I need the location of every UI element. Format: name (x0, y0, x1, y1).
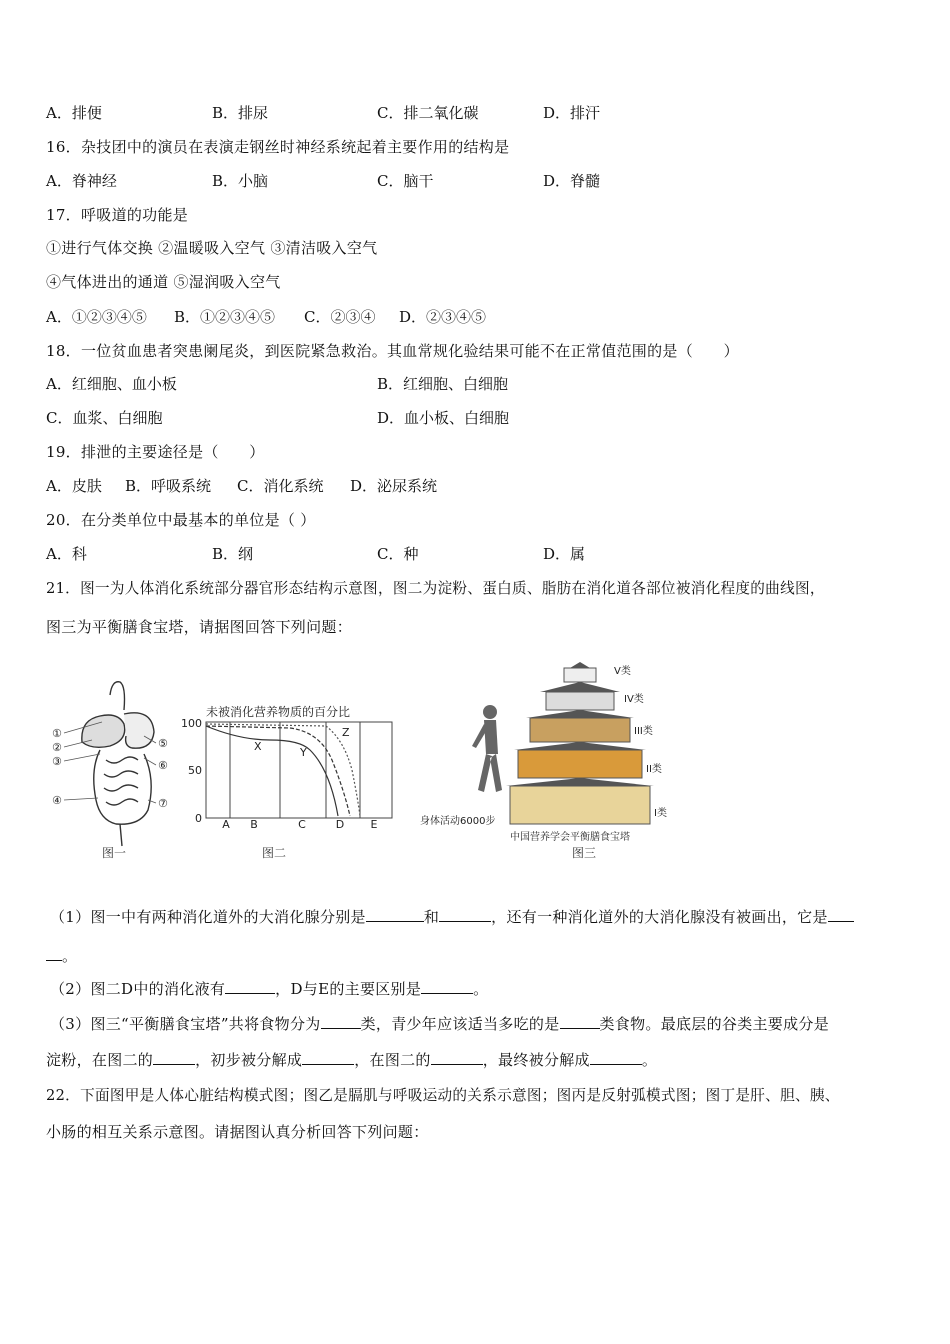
fig2-ytick-50: 50 (188, 764, 202, 777)
q20-option-c: C．种 (377, 545, 419, 563)
runner-legs (478, 754, 502, 792)
fig1-leader-6 (144, 758, 156, 765)
q21-p3-text-b: 类，青少年应该适当多吃的是 (360, 1015, 560, 1033)
q20-option-b: B．纲 (212, 545, 254, 563)
fig2-curve-label-x: X (254, 740, 262, 753)
fig2-xtick-c: C (298, 818, 306, 831)
q18-option-d: D．血小板、白细胞 (377, 409, 510, 427)
figure-3-runner (472, 705, 502, 792)
fig2-ytick-0: 0 (195, 812, 202, 825)
pyramid-level-2 (518, 750, 642, 778)
q21-p1-text-a: （1）图一中有两种消化道外的大消化腺分别是 (50, 908, 366, 926)
q21-p3-blank-3 (153, 1050, 195, 1065)
q21-p3-text-e: ，初步被分解成 (195, 1051, 303, 1069)
curve-y (206, 726, 350, 816)
q19-option-a: A．皮肤 (46, 477, 102, 495)
figure-1-digestive-system (82, 682, 154, 846)
fig3-level-i: I类 (654, 808, 667, 819)
q15-option-d: D．排汗 (543, 104, 601, 122)
q16-option-c: C．脑干 (377, 172, 434, 190)
q21-p1-blank-2 (439, 907, 491, 922)
q21-p3-text-h: 。 (641, 1051, 658, 1069)
fig1-label-2: ② (52, 741, 62, 754)
pyramid-level-5 (564, 668, 596, 682)
q21-figures (40, 650, 740, 870)
fig3-level-ii: II类 (646, 764, 662, 775)
pyramid-level-1 (510, 786, 650, 824)
q21-p3-text-c: 类食物。最底层的谷类主要成分是 (599, 1015, 830, 1033)
fig2-xtick-e: E (370, 818, 378, 831)
q21-part-2 (50, 978, 488, 999)
q21-p3-blank-4 (302, 1050, 354, 1065)
q21-p2-text-b: ，D与E的主要区别是 (275, 980, 422, 998)
fig3-activity: 身体活动6000步 (420, 816, 496, 827)
fig2-xticks (222, 818, 377, 831)
q21-p2-text-a: （2）图二D中的消化液有 (50, 980, 226, 998)
q17-statements-2: ④气体进出的通道 ⑤湿润吸入空气 (46, 273, 281, 291)
figure-3-pyramid (506, 662, 654, 824)
runner-body (484, 720, 498, 754)
pyramid-eave-4 (540, 682, 620, 692)
q15-option-b: B．排尿 (212, 104, 269, 122)
fig2-xtick-b: B (250, 818, 258, 831)
q19-option-c: C．消化系统 (237, 477, 324, 495)
q21-p1-blank-3-cont (46, 946, 62, 961)
q18-option-b: B．红细胞、白细胞 (377, 375, 509, 393)
fig1-label-3: ③ (52, 755, 62, 768)
q19-option-b: B．呼吸系统 (125, 477, 212, 495)
runner-head (483, 705, 497, 719)
esophagus-shape (110, 682, 125, 710)
q21-p3-blank-2 (560, 1014, 600, 1029)
q18-stem: 18．一位贫血患者突患阑尾炎，到医院紧急救治。其血常规化验结果可能不在正常值范围的是（ ） (46, 342, 739, 360)
fig1-leader-3 (64, 754, 100, 761)
q21-stem-1: 21．图一为人体消化系统部分器官形态结构示意图，图二为淀粉、蛋白质、脂肪在消化道各部位被消化程度的曲线图， (46, 580, 825, 597)
fig1-label-5: ⑤ (158, 737, 168, 750)
pyramid-eave-1 (506, 778, 654, 786)
fig1-label-6: ⑥ (158, 759, 168, 772)
q21-part-1 (50, 906, 854, 927)
q21-part-3-cont (46, 1049, 657, 1070)
fig2-curve-label-y: Y (300, 746, 307, 759)
q21-p2-blank-1 (225, 979, 275, 994)
q21-p3-blank-6 (590, 1050, 642, 1065)
fig2-xtick-a: A (222, 818, 230, 831)
q21-part-1-cont (46, 945, 77, 966)
fig3-level-iv: IV类 (624, 694, 644, 705)
fig2-yticks (181, 717, 202, 825)
q22-stem-1: 22．下面图甲是人体心脏结构模式图；图乙是膈肌与呼吸运动的关系示意图；图丙是反射弧模式图；图丁是肝、胆、胰、 (46, 1087, 840, 1104)
q16-option-a: A．脊神经 (46, 172, 117, 190)
q15-option-a: A．排便 (46, 104, 102, 122)
curve-z (206, 724, 360, 816)
q21-figures-svg (40, 650, 740, 870)
pyramid-roof (570, 662, 590, 668)
q17-option-a: A．①②③④⑤ (46, 308, 147, 326)
pyramid-level-4 (546, 692, 614, 710)
fig1-label-4: ④ (52, 794, 62, 807)
fig2-plot-area (206, 722, 392, 818)
q21-p3-text-g: ，最终被分解成 (482, 1051, 590, 1069)
fig2-frame (206, 722, 392, 818)
q22-stem-2: 小肠的相互关系示意图。请据图认真分析回答下列问题： (46, 1123, 429, 1141)
fig2-caption: 图二 (262, 846, 287, 860)
q18-option-a: A．红细胞、血小板 (46, 375, 177, 393)
q20-option-d: D．属 (543, 545, 586, 563)
q16-stem: 16．杂技团中的演员在表演走钢丝时神经系统起着主要作用的结构是 (46, 138, 510, 156)
pyramid-level-3 (530, 718, 630, 742)
q20-option-a: A．科 (46, 545, 87, 563)
q21-p3-blank-1 (321, 1014, 361, 1029)
fig2-xtick-d: D (335, 818, 345, 831)
q17-option-d: D．②③④⑤ (399, 308, 487, 326)
q16-option-d: D．脊髓 (543, 172, 601, 190)
fig2-ytick-100: 100 (181, 717, 202, 730)
liver-shape (82, 715, 125, 747)
small-intestine-shape (104, 757, 138, 805)
q21-p1-blank-3 (828, 907, 854, 922)
q16-option-b: B．小脑 (212, 172, 269, 190)
q21-stem-2: 图三为平衡膳食宝塔，请据图回答下列问题： (46, 618, 353, 636)
fig1-label-1: ① (52, 727, 62, 740)
fig2-title: 未被消化营养物质的百分比 (206, 705, 351, 719)
q17-stem: 17．呼吸道的功能是 (46, 206, 189, 224)
fig2-curves (206, 724, 360, 816)
fig3-pyramid-name: 中国营养学会平衡膳食宝塔 (510, 832, 630, 843)
q21-p2-blank-2 (421, 979, 473, 994)
fig3-caption: 图三 (572, 846, 597, 860)
q21-p3-text-a: （3）图三“平衡膳食宝塔”共将食物分为 (50, 1015, 321, 1033)
pyramid-eave-3 (526, 710, 634, 718)
q19-option-d: D．泌尿系统 (350, 477, 438, 495)
q17-statements-1: ①进行气体交换 ②温暖吸入空气 ③清洁吸入空气 (46, 239, 378, 257)
q21-p1-text-c: ，还有一种消化道外的大消化腺没有被画出，它是 (491, 908, 828, 926)
q15-option-c: C．排二氧化碳 (377, 104, 479, 122)
q21-part-3 (50, 1013, 829, 1034)
rectum-shape (120, 824, 122, 846)
q21-p1-text-d: 。 (62, 947, 78, 965)
q17-option-b: B．①②③④⑤ (174, 308, 276, 326)
fig1-caption: 图一 (102, 846, 127, 860)
fig3-level-iii: III类 (634, 726, 653, 737)
q20-stem: 20．在分类单位中最基本的单位是（ ） (46, 511, 316, 529)
fig3-level-v: V类 (614, 666, 631, 677)
fig1-leader-4 (64, 798, 98, 800)
fig1-label-7: ⑦ (158, 797, 168, 810)
q21-p3-text-f: ，在图二的 (354, 1051, 431, 1069)
q21-p3-blank-5 (431, 1050, 483, 1065)
q18-option-c: C．血浆、白细胞 (46, 409, 163, 427)
fig2-curve-label-z: Z (342, 726, 350, 739)
stomach-shape (124, 713, 154, 748)
q21-p1-blank-1 (366, 907, 424, 922)
q21-p3-text-d: 淀粉，在图二的 (46, 1051, 154, 1069)
q17-option-c: C．②③④ (304, 308, 376, 326)
q19-stem: 19．排泄的主要途径是（ ） (46, 443, 265, 461)
pyramid-eave-2 (514, 742, 646, 750)
q21-p1-text-b: 和 (423, 908, 440, 926)
q21-p2-text-c: 。 (473, 980, 489, 998)
